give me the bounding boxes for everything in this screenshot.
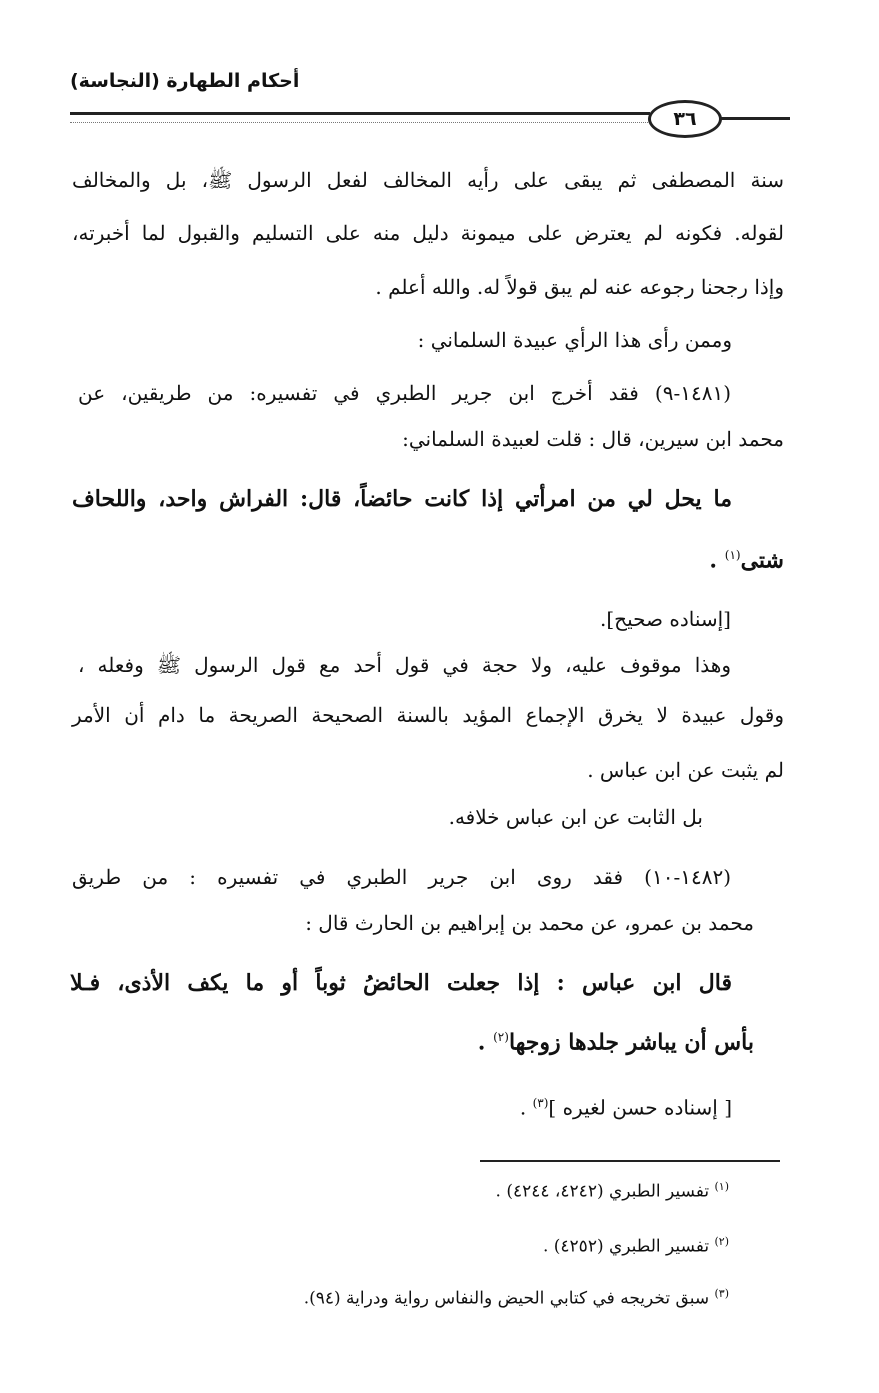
footnote-marker: (٢) <box>493 1030 509 1044</box>
quote-line: ما يحل لي من امرأتي إذا كانت حائضاً، قال: الفراش واحد، واللحاف <box>72 486 732 512</box>
header-rule-right <box>720 117 790 120</box>
footnote-separator <box>480 1160 780 1162</box>
text-line: محمد بن عمرو، عن محمد بن إبراهيم بن الحارث قال : <box>305 911 754 935</box>
footnote-marker: (٢) <box>714 1235 729 1248</box>
footnote-text: سبق تخريجه في كتابي الحيض والنفاس رواية ودراية (٩٤). <box>303 1288 710 1309</box>
header-dotted-rule <box>70 122 650 123</box>
isnad-text: [ إسناده حسن لغيره ] <box>548 1095 732 1120</box>
footnote-marker: (٣) <box>532 1096 549 1110</box>
header-rule <box>70 112 650 115</box>
quote-text: بأس أن يباشر جلدها زوجها <box>508 1029 754 1056</box>
text-line: (١٤٨٢-١٠) فقد روى ابن جرير الطبري في تفسيره : من طريق <box>72 865 731 889</box>
quote-end: . <box>477 1029 494 1056</box>
isnad-note <box>520 1088 732 1123</box>
text-line: وممن رأى هذا الرأي عبيدة السلماني : <box>417 328 732 352</box>
text-line: وقول عبيدة لا يخرق الإجماع المؤيد بالسنة الصحيحة الصريحة ما دام أن الأمر <box>72 703 784 727</box>
text-line: لقوله. فكونه لم يعترض على ميمونة دليل منه على التسليم والقبول لما أخبرته، <box>72 221 784 245</box>
text-line: وهذا موقوف عليه، ولا حجة في قول أحد مع قول الرسول ﷺ وفعله ، <box>78 653 732 677</box>
quote-text: شتى <box>740 547 784 574</box>
quote-line: قال ابن عباس : إذا جعلت الحائضُ ثوباً أو ما يكف الأذى، فـلا <box>70 970 732 996</box>
footnote-marker: (٣) <box>714 1287 729 1300</box>
text-line: بل الثابت عن ابن عباس خلافه. <box>448 805 703 829</box>
quote-line <box>478 1022 754 1057</box>
quote-end: . <box>709 547 725 574</box>
page-number: ٣٦ <box>648 100 722 138</box>
isnad-end: . <box>519 1095 533 1120</box>
isnad-note: [إسناده صحيح]. <box>600 607 731 631</box>
footnote <box>304 1287 729 1309</box>
text-line: (١٤٨١-٩) فقد أخرج ابن جرير الطبري في تفسيره: من طريقين، عن <box>78 381 731 405</box>
footnote <box>496 1180 729 1202</box>
footnote-marker: (١) <box>724 548 741 562</box>
text-line: محمد ابن سيرين، قال : قلت لعبيدة السلماني: <box>402 427 784 451</box>
quote-line <box>709 540 784 575</box>
running-title: أحكام الطهارة (النجاسة) <box>70 70 300 92</box>
text-line: سنة المصطفى ثم يبقى على رأيه المخالف لفعل الرسول ﷺ، بل والمخالف <box>72 168 784 192</box>
footnote <box>543 1235 729 1257</box>
text-line: لم يثبت عن ابن عباس . <box>587 758 784 782</box>
footnote-text: تفسير الطبري (٤٢٤٢، ٤٢٤٤) . <box>495 1181 710 1202</box>
footnote-text: تفسير الطبري (٤٢٥٢) . <box>542 1236 710 1257</box>
footnote-marker: (١) <box>714 1180 729 1193</box>
text-line: وإذا رجحنا رجوعه عنه لم يبق قولاً له. والله أعلم . <box>375 275 784 299</box>
